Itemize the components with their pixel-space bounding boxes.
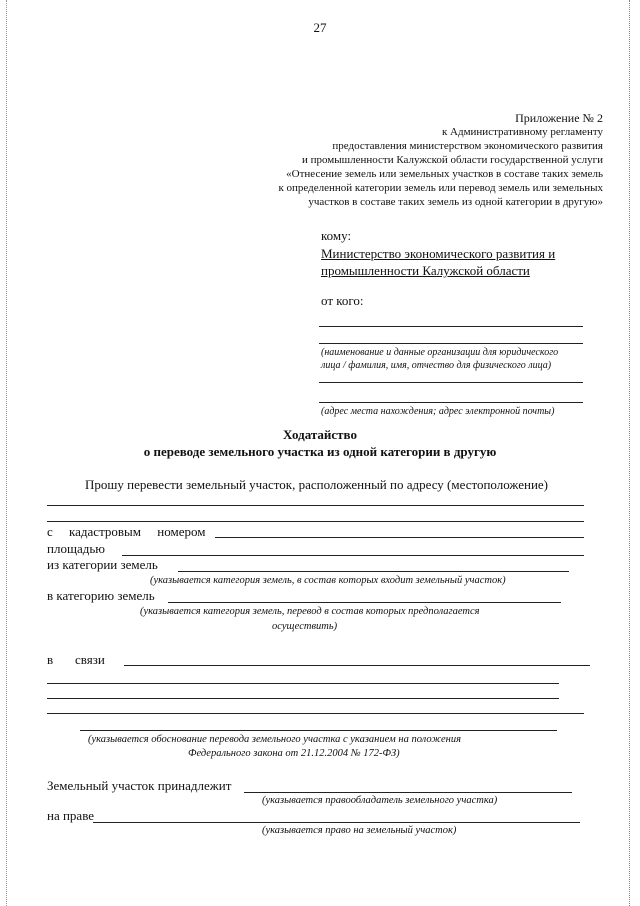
cadastral-fill-line [215,537,584,538]
address-line-1 [319,382,583,383]
from-category-fill-line [178,571,569,572]
reason-hint-line1: (указывается обоснование перевода земельного участка с указанием на положения [88,734,462,745]
to-recipient-line1: Министерство экономического развития и [321,246,556,261]
right-hint: (указывается право на земельный участок) [262,825,457,836]
to-label: кому: [321,228,352,243]
appendix-header [200,111,603,209]
appendix-line: к определенной категории земель или перевод земель или земельных [278,182,603,194]
to-category-hint-line2: осуществить) [272,621,338,632]
to-category-fill-line [168,602,561,603]
owner-fill-line [244,792,572,793]
appendix-line: Приложение № 2 [515,111,603,125]
from-label: от кого: [321,293,364,308]
request-text: Прошу перевести земельный участок, расположенный по адресу (местоположение) [85,477,549,492]
right-fill-line [93,822,580,823]
address-hint: (адрес места нахождения; адрес электронной почты) [321,406,555,417]
from-hint-line1: (наименование и данные организации для юридического [321,347,559,358]
area-fill-line [122,555,584,556]
from-category-label: из категории земель [47,557,158,572]
appendix-line: и промышленности Калужской области государственной услуги [301,154,603,166]
in-connection-word: связи [75,652,105,667]
reason-fill-line-2 [47,683,559,684]
address-fill-line-1 [47,505,584,506]
owner-hint: (указывается правообладатель земельного участка) [262,795,498,806]
reason-fill-line-4 [47,713,584,714]
page-number: 27 [313,20,327,35]
address-fill-line-2 [47,521,584,522]
right-label: на праве [47,808,95,823]
from-category-hint: (указывается категория земель, в состав которых входит земельный участок) [150,575,506,586]
reason-fill-line-1 [124,665,590,666]
area-label: площадью [47,541,105,556]
reason-fill-line-5 [80,730,557,731]
document-subtitle: о переводе земельного участка из одной категории в другую [143,444,497,459]
appendix-line: участков в составе таких земель из одной категории в другую» [308,196,603,208]
from-line-1 [319,326,583,327]
from-hint-line2: лица / фамилия, имя, отчество для физического лица) [321,360,552,371]
reason-hint-line2: Федерального закона от 21.12.2004 № 172-ФЗ) [188,748,400,759]
document-title: Ходатайство [283,427,357,442]
in-connection-v: в [47,652,54,667]
to-category-label: в категорию земель [47,588,155,603]
from-line-2 [319,343,583,344]
appendix-line: к Административному регламенту [441,126,603,138]
reason-fill-line-3 [47,698,559,699]
owner-label: Земельный участок принадлежит [47,778,232,793]
to-category-hint-line1: (указывается категория земель, перевод в состав которых предполагается [140,606,480,617]
cadastral-label: с кадастровым номером [47,524,206,539]
to-recipient-line2: промышленности Калужской области [321,263,530,278]
appendix-line: предоставления министерством экономического развития [332,140,603,152]
appendix-line: «Отнесение земель или земельных участков в составе таких земель [286,168,603,180]
address-line-2 [319,402,583,403]
